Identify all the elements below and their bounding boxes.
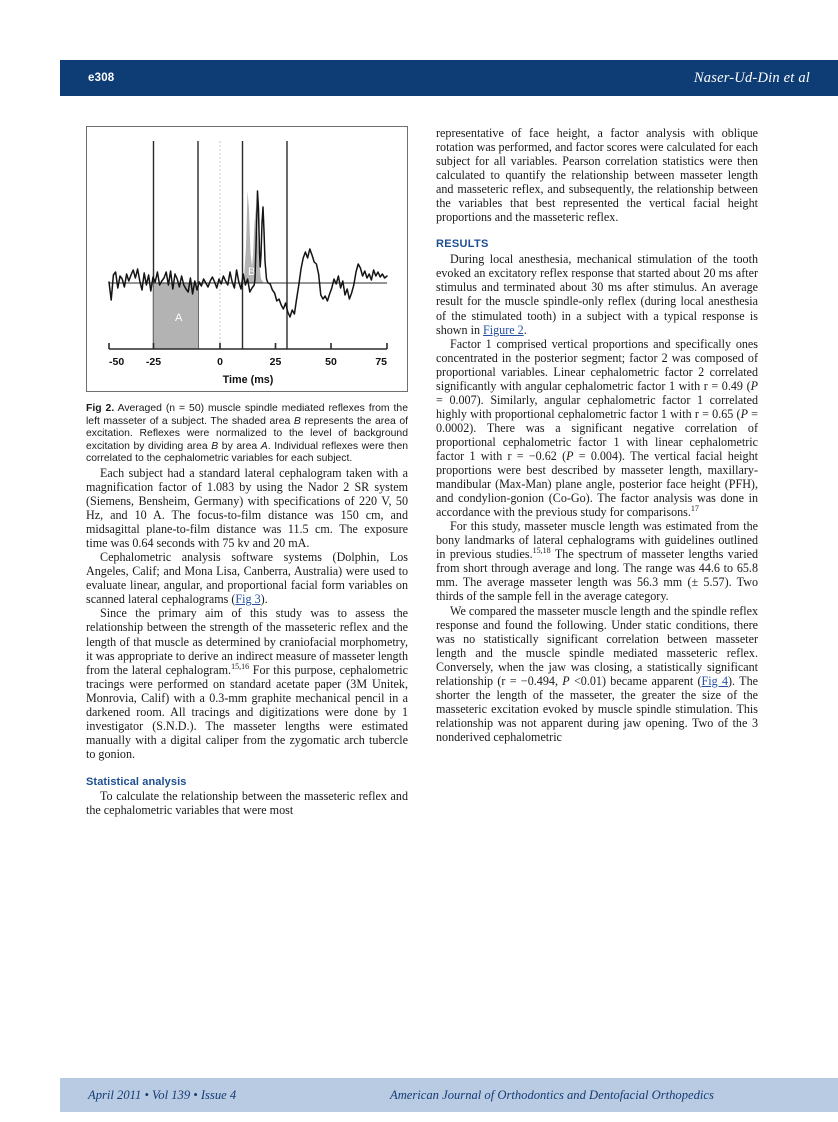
- figure-2-caption: [86, 403, 408, 466]
- citation-15-16[interactable]: 15,16: [231, 661, 250, 671]
- xref-figure-2[interactable]: Figure 2: [483, 322, 524, 337]
- footer-issue-info: April 2011 • Vol 139 • Issue 4: [88, 1087, 237, 1102]
- figure-caption-seg-3: by area: [218, 440, 261, 452]
- left-para2-post: ).: [260, 592, 268, 607]
- right-para5-b: <0.01) became apparent (: [569, 673, 702, 688]
- left-para3-post: For this purpose, cephalometric tracings were performed on standard acetate paper (3M Unitek, Monrovia, Calif) with a 0.3-mm graphite mechanical pencil in a darkened room. All tracings and digitizations were done by 1 investigator (S.N.D.). The masseter lengths were estimated manually with a digital caliper from the zygomatic arch tubercle to gonion.: [86, 662, 408, 761]
- region-b-label: B: [248, 266, 256, 278]
- right-para3-d: = 0.004). The vertical facial height proportions were best described by masseter length, maxillary-mandibular (Max-Man) plane angle, posterior face height (PFH), and condylion-gonion (Co-Go). The factor analysis was done in accordance with the previous study for comparisons.: [436, 448, 758, 520]
- xref-fig-4[interactable]: Fig 4: [701, 673, 729, 688]
- right-paragraph-3: [436, 337, 758, 520]
- left-paragraph-3: [86, 606, 408, 761]
- right-para3-b: = 0.007). Similarly, angular cephalometric factor 1 correlated highly with proportional cephalometric factor 1 with r = 0.65 (: [436, 392, 758, 421]
- chart-x-axis: [109, 343, 387, 349]
- heading-results: RESULTS: [436, 238, 489, 251]
- running-head-authors: Naser-Ud-Din et al: [693, 69, 810, 86]
- right-para2-post: .: [523, 322, 527, 337]
- right-paragraph-5: [436, 604, 758, 744]
- figure-caption-seg-4: . Individual reflexes were then correlated to the cephalometric variables for each subject.: [86, 440, 409, 465]
- figure-2-label: Fig 2.: [86, 403, 115, 414]
- figure-caption-seg-2: represents the area of excitation. Reflexes were normalized to the level of background excitation by dividing area: [86, 415, 408, 452]
- page-folio: e308: [88, 72, 115, 84]
- right-para5-a: We compared the masseter muscle length and the spindle reflex response and found the following. Under static conditions, there was no statistically significant correlation between masseter length and the muscle spindle mediated masseteric reflex. Conversely, when the jaw was closing, a statistically significant relationship (r = −0.494,: [436, 603, 758, 688]
- xtick-0: 0: [217, 356, 223, 368]
- running-head: [60, 60, 838, 96]
- xref-fig-3[interactable]: Fig 3: [235, 592, 261, 607]
- right-paragraph-2: [436, 252, 758, 336]
- right-column: [436, 126, 758, 744]
- right-para3-a: Factor 1 comprised vertical proportions and specifically ones concentrated in the posterior segment; factor 2 was composed of proportional variables. Linear cephalometric factor 2 correlated significantly with angular cephalometric factor 1 with r = 0.49 (: [436, 336, 758, 393]
- right-paragraph-4: [436, 519, 758, 603]
- p-value-symbol-4: P: [562, 673, 570, 688]
- citation-15-18[interactable]: 15,18: [532, 546, 551, 556]
- right-paragraph-1: representative of face height, a factor analysis with oblique rotation was performed, and factor scores were calculated for each subject for all variables. Pearson correlation statistics were then calculated to quantify the relationship between masseter length and masseteric reflex, and subsequently, the relationship between the variables that best represented the vertical facial height proportions and the masseteric reflex.: [436, 126, 758, 225]
- xtick--50: -50: [109, 356, 125, 368]
- right-para4-pre: For this study, masseter muscle length was estimated from the bony landmarks of lateral cephalograms with guidelines outlined in previous studies.: [436, 519, 758, 562]
- chart-x-ticklabels: [109, 356, 387, 368]
- xtick--25: -25: [145, 356, 162, 368]
- left-para2-pre: Cephalometric analysis software systems (Dolphin, Los Angeles, Calif; and Mona Lisa, Canberra, Australia) were used to evaluate linear, angular, and proportional facial form variables on scanned lateral cephalograms (: [86, 550, 408, 607]
- heading-statistical-analysis: Statistical analysis: [86, 775, 187, 788]
- left-paragraph-1: Each subject had a standard lateral cephalogram taken with a magnification factor of 1.083 by using the Nador 2 SR system (Siemens, Bensheim, Germany) with specifications of 220 V, 50 Hz, and 10 A. The focus-to-film distance was 150 cm, and midsagittal plane-to-film distance was 11.5 cm. The exposure time was 0.64 seconds with 75 kv and 20 mA.: [86, 465, 408, 551]
- left-paragraph-2: [86, 550, 408, 606]
- xtick-50: 50: [325, 356, 337, 368]
- right-para3-c: = 0.0002). There was a significant negative correlation of proportional cephalometric factor 1 with linear cephalometric factor 1 with r = −0.62 (: [436, 406, 758, 463]
- chart-x-axis-label: Time (ms): [222, 374, 274, 386]
- p-value-symbol-3: P: [566, 448, 574, 463]
- left-column: [86, 126, 408, 817]
- right-para5-c: ). The shorter the length of the masseter, the greater the size of the masseteric excitation evoked by muscle spindle stimulation. This relationship was not apparent during jaw opening. Two of the 3 nonderived cephalometric: [436, 673, 758, 744]
- p-value-symbol-1: P: [750, 378, 758, 393]
- figure-caption-italic-b2: B: [211, 440, 219, 452]
- left-paragraph-4: To calculate the relationship between the masseteric reflex and the cephalometric variables that were most: [86, 788, 408, 817]
- citation-17[interactable]: 17: [690, 504, 699, 514]
- figure-2-plot: [86, 126, 408, 392]
- emg-waveform-chart: [87, 127, 407, 391]
- right-para2-pre: During local anesthesia, mechanical stimulation of the tooth evoked an excitatory reflex response that started about 20 ms after stimulus and terminated about 30 ms after stimulus. An average result for the muscle spindle-only reflex (during local anesthesia of the stimulated tooth) in a subject with a typical response is shown in: [436, 252, 758, 337]
- region-a-label: A: [175, 312, 183, 324]
- right-para4-post: The spectrum of masseter lengths varied from short through average and long. The range was 44.6 to 65.8 mm. The average masseter length was 56.3 mm (± 5.57). Two thirds of the sample fell in the average category.: [436, 547, 758, 604]
- xtick-75: 75: [375, 356, 387, 368]
- figure-caption-italic-b1: B: [293, 415, 301, 427]
- left-para3-pre: Since the primary aim of this study was to assess the relationship between the strength of the masseteric reflex and the length of that muscle as determined by craniofacial morphometry, it was appropriate to derive an indirect measure of masseter length from the lateral cephalogram.: [86, 606, 408, 677]
- footer-journal-title: American Journal of Orthodontics and Dentofacial Orthopedics: [390, 1087, 714, 1102]
- page-footer: [60, 1078, 838, 1112]
- p-value-symbol-2: P: [740, 406, 748, 421]
- figure-caption-italic-a1: A: [260, 440, 268, 452]
- figure-2: [86, 126, 408, 466]
- xtick-25: 25: [269, 356, 282, 368]
- figure-caption-seg-1: Averaged (n = 50) muscle spindle mediated reflexes from the left masseter of a subject. The shaded area: [86, 403, 408, 427]
